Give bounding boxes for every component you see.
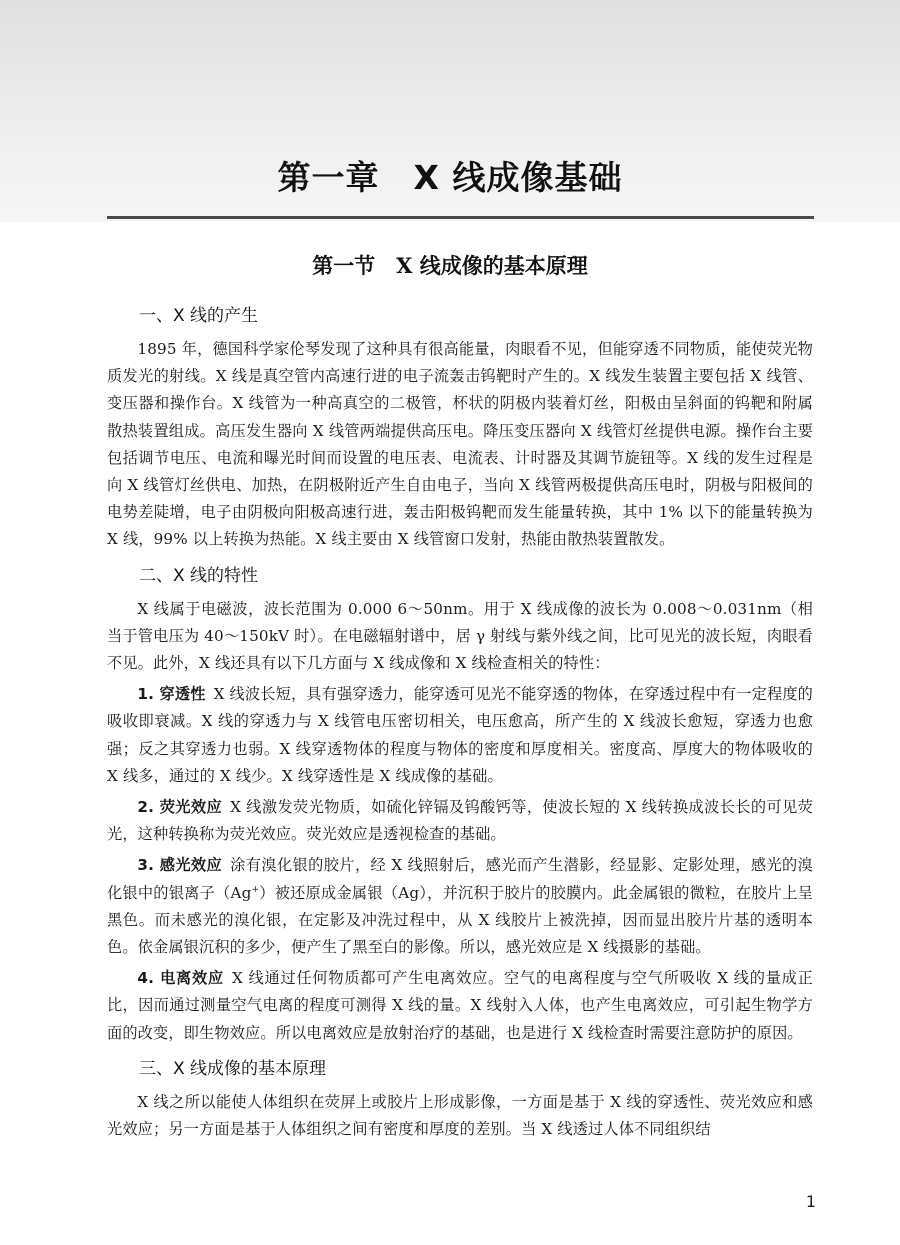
chapter-divider xyxy=(107,216,814,219)
text-ionization: X 线通过任何物质都可产生电离效应。空气的电离程度与空气所吸收 X 线的量成正比，因而通过测量空气电离的程度可测得 X 线的量。X 线射入人体，也产生电离效应，可引起生物学方面的改变，即生物效应。所以电离效应是放射治疗的基础，也是进行 X 线检查时需要注意防护的原因。 xyxy=(107,969,813,1042)
text-photosensitivity-a: 涂有溴化银的胶片，经 X 线照射后，感光而产生潜影，经显影、定影处理，感光的溴化银中的银离子（Ag xyxy=(107,856,813,902)
paragraph-production: 1895 年，德国科学家伦琴发现了这种具有很高能量，肉眼看不见，但能穿透不同物质，能使荧光物质发光的射线。X 线是真空管内高速行进的电子流轰击钨靶时产生的。X 线发生装置主要包括 X 线管、变压器和操作台。X 线管为一种高真空的二极管，杯状的阴极内装着灯丝，阳极由呈斜面的钨靶和附属散热装置组成。高压发生器向 X 线管两端提供高压电。降压变压器向 X 线管灯丝提供电源。操作台主要包括调节电压、电流和曝光时间而设置的电压表、电流表、计时器及其调节旋钮等。X 线的发生过程是向 X 线管灯丝供电、加热，在阴极附近产生自由电子，当向 X 线管两极提供高压电时，阴极与阳极间的电势差陡增，电子由阴极向阳极高速行进，轰击阳极钨靶而发生能量转换，其中 1% 以下的能量转换为 X 线，99% 以上转换为热能。X 线主要由 X 线管窗口发射，热能由散热装置散发。 xyxy=(107,340,813,549)
paragraph-ionization xyxy=(107,965,813,1047)
section-title: 第一节 X 线成像的基本原理 xyxy=(312,253,588,278)
term-ionization: 4. 电离效应 xyxy=(137,969,224,988)
paragraph-photosensitivity xyxy=(107,852,813,961)
term-penetration: 1. 穿透性 xyxy=(137,685,206,704)
chapter-title: 第一章 X 线成像基础 xyxy=(277,158,623,197)
page-number: 1 xyxy=(805,1192,816,1211)
text-photosensitivity-b: ）被还原成金属银（Ag），并沉积于胶片的胶膜内。此金属银的微粒，在胶片上呈黑色。而未感光的溴化银，在定影及冲洗过程中，从 X 线胶片上被洗掉，因而显出胶片片基的透明本色。依金属银沉积的多少，便产生了黑至白的影像。所以，感光效应是 X 线摄影的基础。 xyxy=(107,883,813,957)
paragraph-imaging-principle: X 线之所以能使人体组织在荧屏上或胶片上形成影像，一方面是基于 X 线的穿透性、荧光效应和感光效应；另一方面是基于人体组织之间有密度和厚度的差别。当 X 线透过人体不同组织结 xyxy=(107,1092,813,1139)
paragraph-properties-intro: X 线属于电磁波，波长范围为 0.000 6～50nm。用于 X 线成像的波长为 0.008～0.031nm（相当于管电压为 40～150kV 时）。在电磁辐射谱中，居 γ 射线与紫外线之间，比可见光的波长短，肉眼看不见。此外，X 线还具有以下几方面与 X 线成像和 X 线检查相关的特性： xyxy=(107,599,813,673)
term-fluorescence: 2. 荧光效应 xyxy=(137,798,223,817)
text-penetration: X 线波长短，具有强穿透力，能穿透可见光不能穿透的物体，在穿透过程中有一定程度的吸收即衰减。X 线的穿透力与 X 线管电压密切相关，电压愈高，所产生的 X 线波长愈短，穿透力也愈强；反之其穿透力也弱。X 线穿透物体的程度与物体的密度和厚度相关。密度高、厚度大的物体吸收的 X 线多，通过的 X 线少。X 线穿透性是 X 线成像的基础。 xyxy=(107,685,814,785)
term-photosensitivity: 3. 感光效应 xyxy=(137,856,223,875)
paragraph-fluorescence xyxy=(107,794,813,848)
text-fluorescence: X 线激发荧光物质，如硫化锌镉及钨酸钙等，使波长短的 X 线转换成波长长的可见荧光，这种转换称为荧光效应。荧光效应是透视检查的基础。 xyxy=(107,798,813,844)
heading-x-ray-production: 一、X 线的产生 xyxy=(139,306,259,326)
paragraph-penetration xyxy=(107,681,813,790)
silver-ion-superscript: + xyxy=(251,884,260,895)
heading-imaging-principle: 三、X 线成像的基本原理 xyxy=(139,1058,327,1079)
heading-x-ray-properties: 二、X 线的特性 xyxy=(139,565,259,586)
page-body xyxy=(107,300,813,1145)
